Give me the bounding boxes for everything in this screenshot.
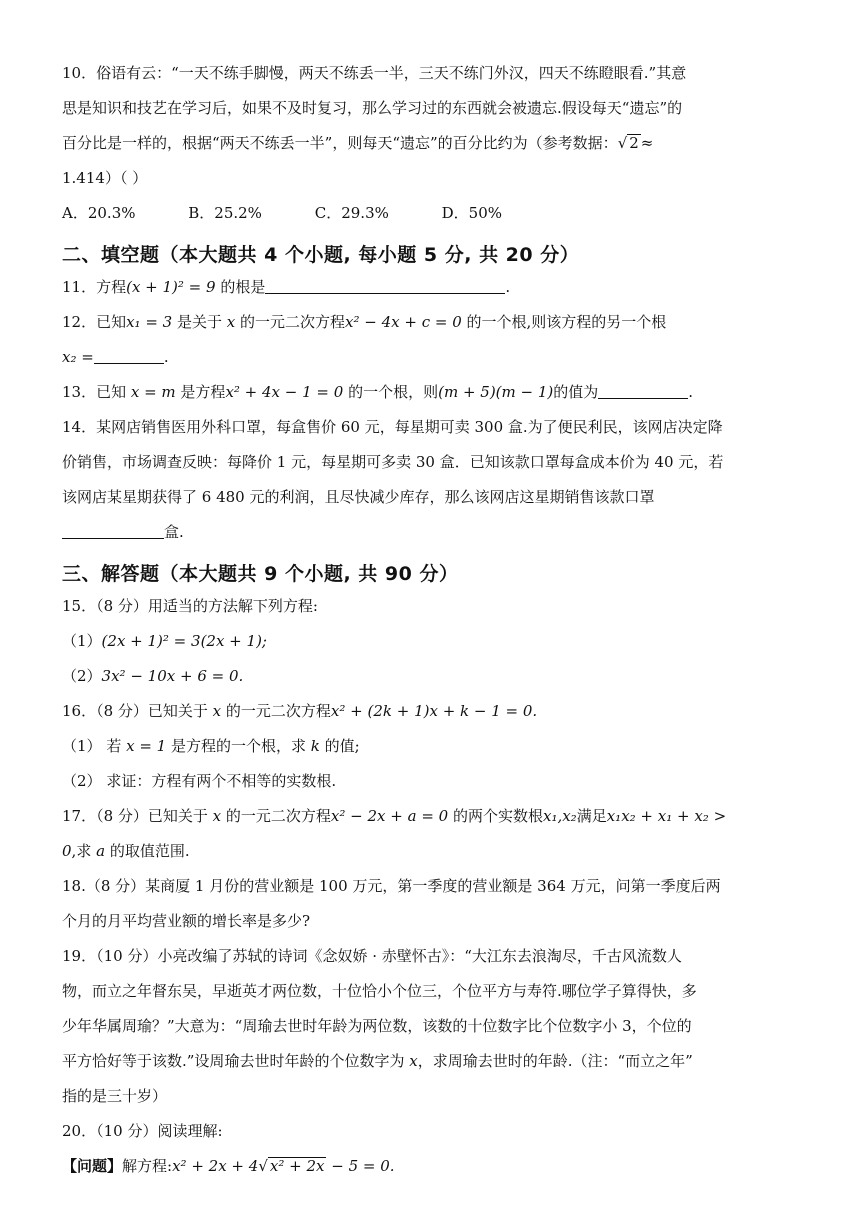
q10-line-2: 思是知识和技艺在学习后，如果不及时复习，那么学习过的东西就会被遗忘.假设每天“遗忘”的 [62,99,683,117]
q16-equation: x² + (2k + 1)x + k − 1 = 0. [330,702,538,720]
q20-label: 【问题】 [62,1157,123,1175]
q16-part-1: （1） 若 x = 1 是方程的一个根，求 k 的值; [62,737,360,755]
exam-page [62,62,802,1177]
q12-line-1: 12．已知x₁ = 3 是关于 x 的一元二次方程x² − 4x + c = 0 的一个根,则该方程的另一个根 [62,313,667,331]
q19-line-3: 少年华属周瑜？”大意为：“周瑜去世时年龄为两位数，该数的十位数字比个位数字小 3，个位的 [62,1017,692,1035]
q10-line-3: 百分比是一样的，根据“两天不练丢一半”，则每天“遗忘”的百分比约为（参考数据：√ 2 ≈ [62,134,654,152]
q13-equation: x² + 4x − 1 = 0 [225,383,344,401]
q10-option-b[interactable]: B．25.2% [188,204,262,222]
q12-line-2: x₂ = . [62,348,169,366]
q10-options [62,202,802,224]
q13-answer-blank[interactable] [598,382,688,399]
q19-line-2: 物，而立之年督东吴，早逝英才两位数，十位恰小个位三，个位平方与寿符.哪位学子算得快，多 [62,982,697,1000]
q11-equation: (x + 1)² = 9 [126,278,216,296]
q13: 13．已知 x = m 是方程x² + 4x − 1 = 0 的一个根，则(m + 5)(m − 1)的值为 . [62,383,694,401]
q18-line-1: 18.（8 分）某商厦 1 月份的营业额是 100 万元，第一季度的营业额是 364 万元，问第一季度后两 [62,877,721,895]
q14-line-4: 盒. [62,521,802,543]
q20-problem: 【问题】解方程:x² + 2x + 4√ x² + 2x − 5 = 0. [62,1157,395,1175]
q12-equation: x² − 4x + c = 0 [345,313,462,331]
q10-option-d[interactable]: D．50% [441,204,503,222]
q20-stem: 20．（10 分）阅读理解: [62,1122,223,1140]
q14-line-1: 14．某网店销售医用外科口罩，每盒售价 60 元，每星期可卖 300 盒.为了便民利民，该网店决定降 [62,418,723,436]
q20-sqrt-content: x² + 2x [269,1157,325,1175]
q10-approx: ≈ [640,134,654,152]
q16-part-2: （2） 求证：方程有两个不相等的实数根. [62,772,337,790]
q11: 11．方程(x + 1)² = 9 的根是 . [62,278,511,296]
q14-line-2: 价销售，市场调查反映：每降价 1 元，每星期可多卖 30 盒．已知该款口罩每盒成本价为 40 元，若 [62,453,724,471]
q10-option-c[interactable]: C．29.3% [314,204,389,222]
q14-answer-blank[interactable] [62,522,164,539]
sqrt-sign-icon: √ [617,134,628,152]
q17-line-2: 0,求 a 的取值范围. [62,842,190,860]
q12-answer-blank[interactable] [94,347,164,364]
section-3-heading: 三、解答题（本大题共 9 个小题, 共 90 分） [62,563,459,585]
q12-root: x₁ = 3 [126,313,173,331]
q14-line-3: 该网店某星期获得了 6 480 元的利润，且尽快减少库存，那么该网店这星期销售该款口罩 [62,488,655,506]
q15-stem: 15．（8 分）用适当的方法解下列方程: [62,597,318,615]
q17-equation: x² − 2x + a = 0 [330,807,449,825]
q11-answer-blank[interactable] [265,277,505,294]
q15-part-1: （1）(2x + 1)² = 3(2x + 1); [62,632,267,650]
q15-part-2: （2）3x² − 10x + 6 = 0. [62,667,244,685]
q19-line-4: 平方恰好等于该数.”设周瑜去世时年龄的个位数字为 x，求周瑜去世时的年龄.（注：“而立之年” [62,1052,693,1070]
q17-line-1: 17．（8 分）已知关于 x 的一元二次方程x² − 2x + a = 0 的两个实数根x₁,x₂满足x₁x₂ + x₁ + x₂ > [62,807,727,825]
q10-sqrt-content: 2 [629,134,639,152]
q10-line-1: 10．俗语有云：“一天不练手脚慢，两天不练丢一半，三天不练门外汉，四天不练瞪眼看.”其意 [62,64,687,82]
sqrt-sign-icon: √ [258,1157,268,1175]
q19-line-1: 19．（10 分）小亮改编了苏轼的诗词《念奴娇 · 赤壁怀古》：“大江东去浪淘尽，千古风流数人 [62,947,682,965]
q10-option-a[interactable]: A．20.3% [62,204,136,222]
q18-line-2: 个月的月平均营业额的增长率是多少? [62,912,311,930]
q19-line-5: 指的是三十岁） [62,1087,168,1105]
q16-stem: 16．（8 分）已知关于 x 的一元二次方程x² + (2k + 1)x + k − 1 = 0. [62,702,538,720]
section-2-heading: 二、填空题（本大题共 4 个小题, 每小题 5 分, 共 20 分） [62,244,580,266]
q10-line-4: 1.414）（ ） [62,169,148,187]
